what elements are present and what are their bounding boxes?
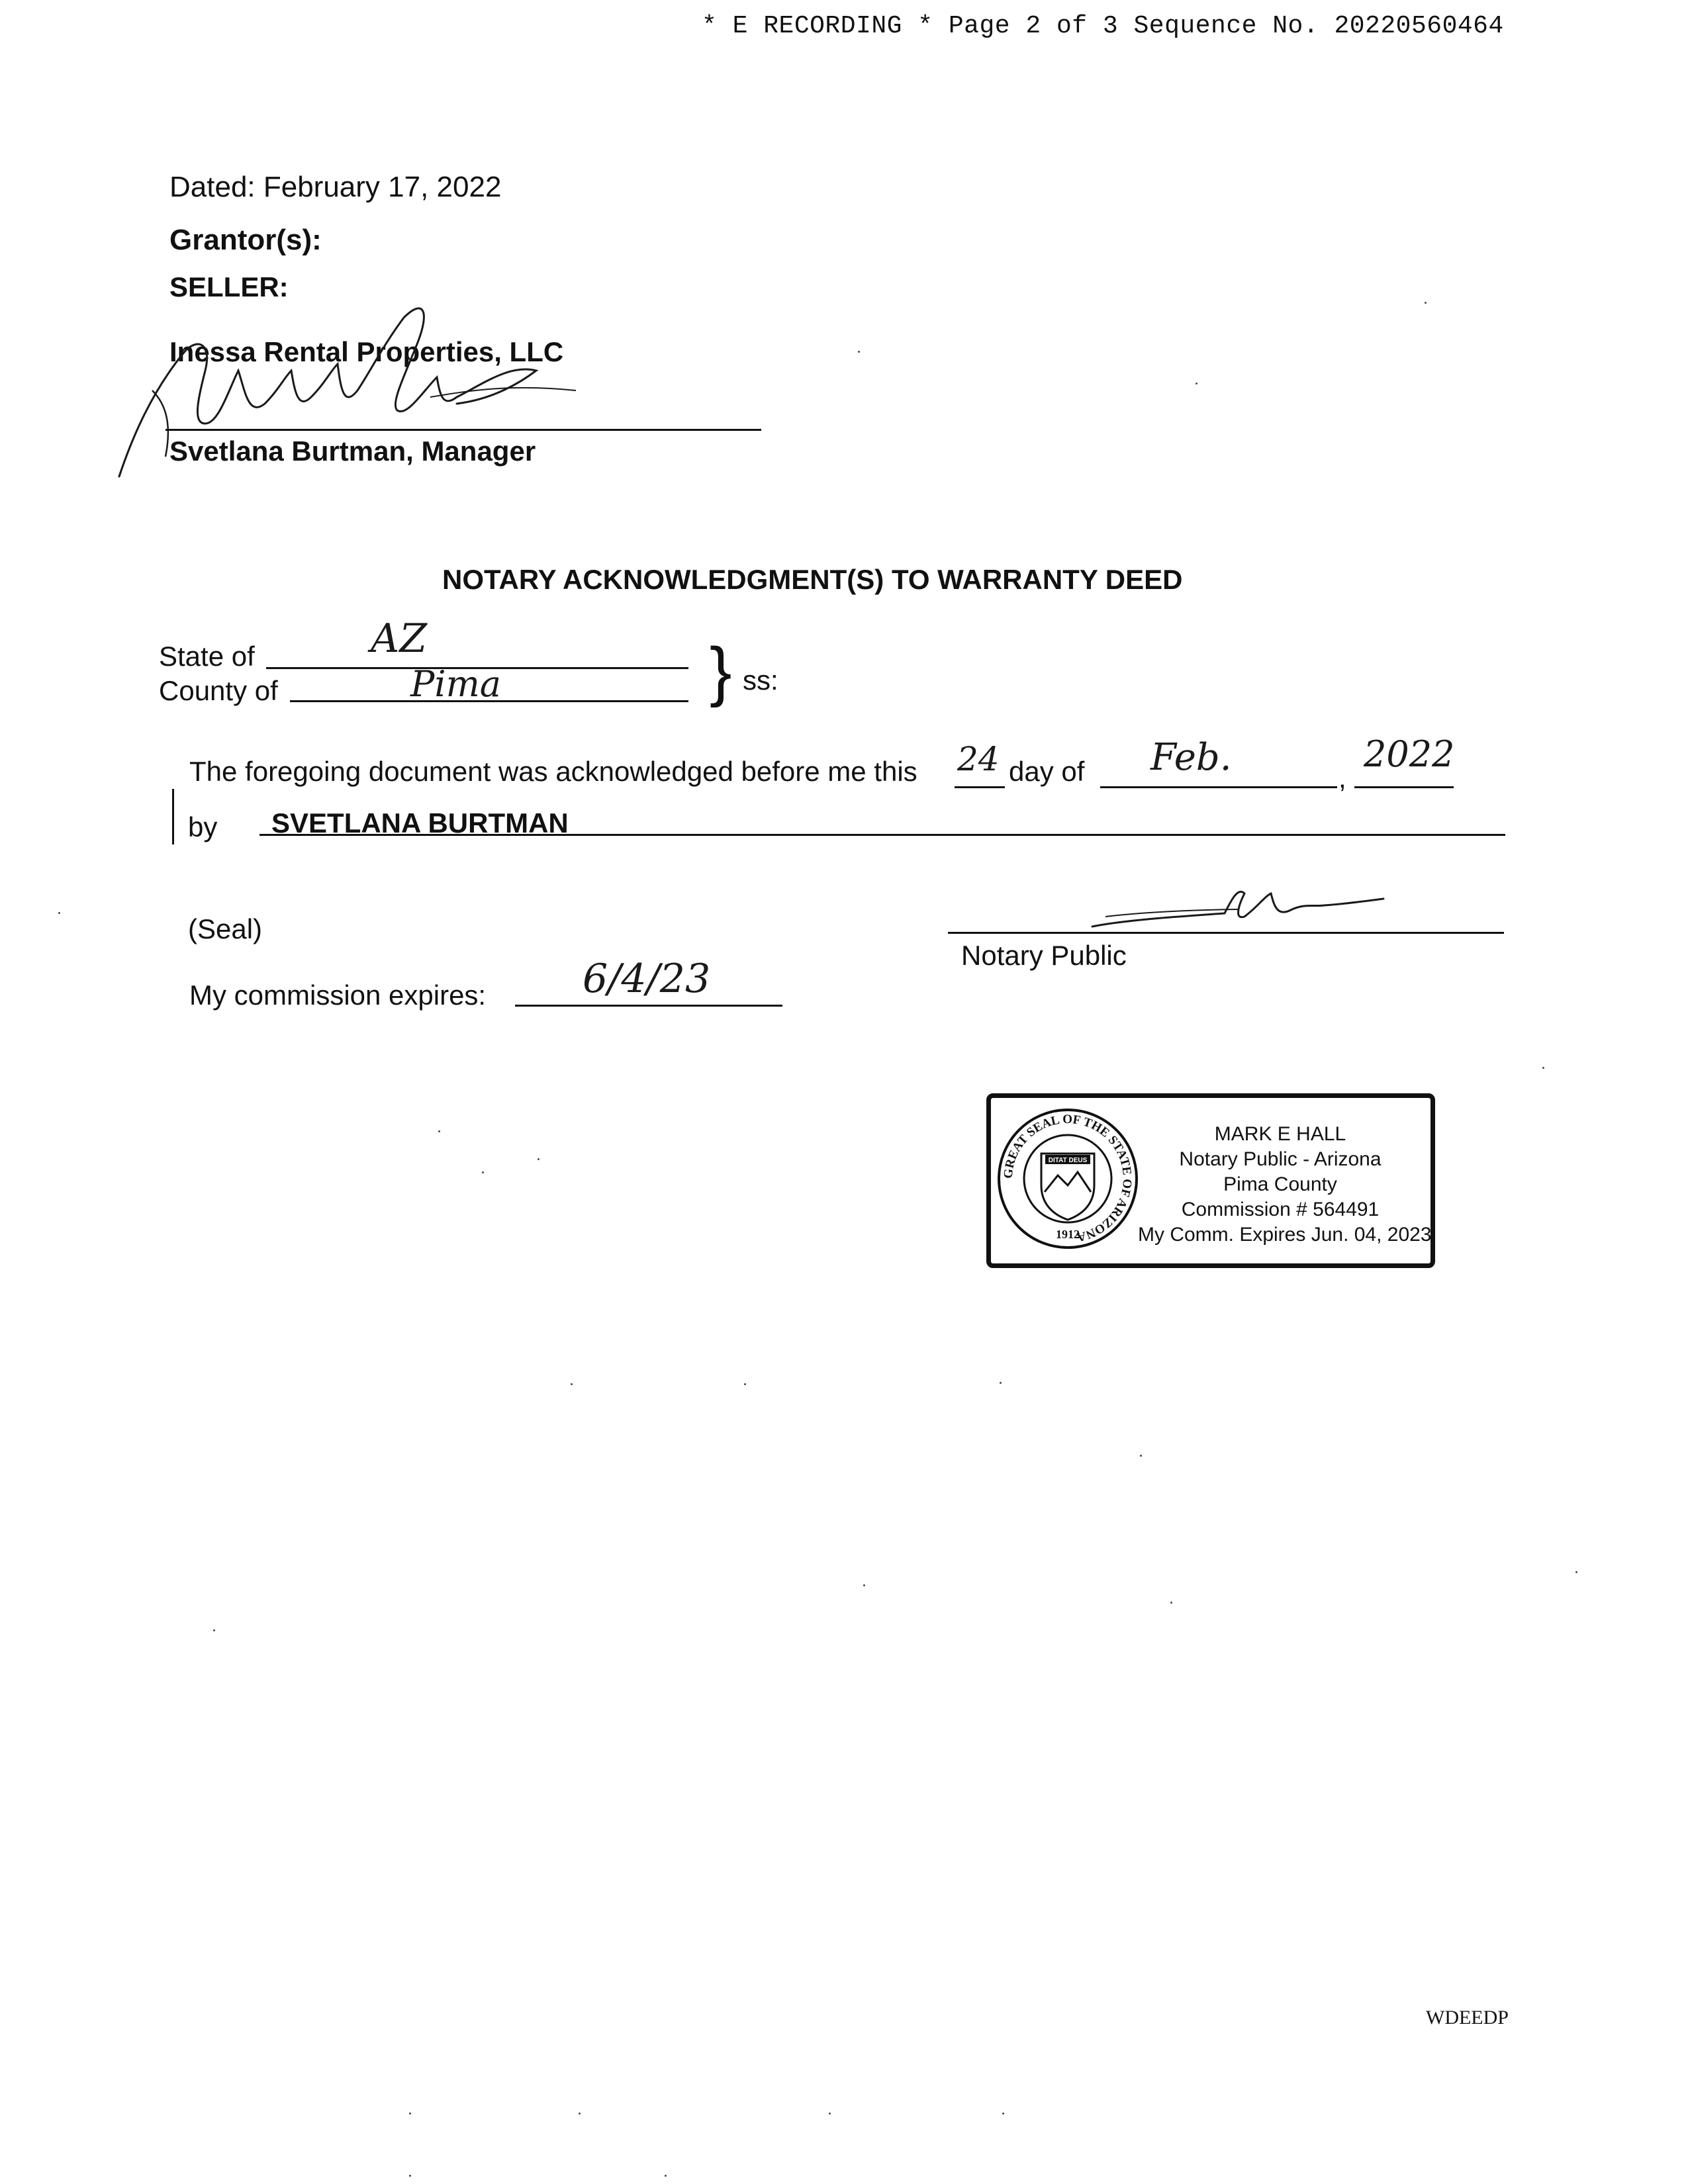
scan-speck xyxy=(1000,1382,1002,1384)
scan-speck xyxy=(858,351,860,353)
signer-name: Svetlana Burtman, Manager xyxy=(169,435,536,467)
commission-label: My commission expires: xyxy=(189,979,487,1011)
scan-speck xyxy=(1002,2113,1004,2115)
year-value: 2022 xyxy=(1364,733,1455,775)
year-line xyxy=(1354,786,1454,788)
recording-header: * E RECORDING * Page 2 of 3 Sequence No. 20220560464 xyxy=(702,12,1504,40)
month-value: Feb. xyxy=(1150,736,1232,779)
seller-signature-line xyxy=(165,429,761,431)
margin-bar xyxy=(172,789,174,844)
scan-speck xyxy=(1575,1571,1577,1573)
seller-label: SELLER: xyxy=(169,271,289,302)
state-label: State of xyxy=(159,641,255,672)
scan-speck xyxy=(863,1584,865,1586)
state-value: AZ xyxy=(371,615,428,662)
scan-speck xyxy=(665,2175,667,2177)
bracket-brace: } xyxy=(710,634,732,708)
scan-speck xyxy=(1542,1067,1544,1069)
notary-signature xyxy=(1086,880,1390,940)
seal-year: 1912 xyxy=(1056,1228,1080,1241)
notary-title: NOTARY ACKNOWLEDGMENT(S) TO WARRANTY DEED xyxy=(442,564,1183,595)
by-name: SVETLANA BURTMAN xyxy=(271,807,569,839)
scan-speck xyxy=(744,1383,746,1385)
scan-speck xyxy=(438,1130,440,1132)
scan-speck xyxy=(538,1158,539,1160)
month-line xyxy=(1100,786,1337,788)
notary-public-label: Notary Public xyxy=(961,940,1127,971)
by-label: by xyxy=(188,811,218,842)
scan-speck xyxy=(829,2113,831,2115)
scan-speck xyxy=(571,1383,573,1385)
scan-speck xyxy=(409,2175,411,2177)
commission-value: 6/4/23 xyxy=(583,956,711,1002)
acknowledged-text: The foregoing document was acknowledged before me this xyxy=(189,756,917,787)
ss-label: ss: xyxy=(743,664,778,696)
day-of-label: day of xyxy=(1009,756,1085,787)
seal-label: (Seal) xyxy=(188,913,263,944)
svg-text:GREAT SEAL OF THE STATE OF ARI xyxy=(1002,1113,1135,1244)
scan-speck xyxy=(1425,302,1427,304)
day-value: 24 xyxy=(957,740,1000,778)
grantors-label: Grantor(s): xyxy=(169,224,322,256)
seal-ring-text: GREAT SEAL OF THE STATE OF ARIZONA xyxy=(1001,1112,1135,1244)
day-line xyxy=(955,786,1005,788)
seal-motto: DITAT DEUS xyxy=(1048,1157,1088,1164)
scan-speck xyxy=(482,1171,484,1173)
scan-speck xyxy=(213,1629,215,1631)
arizona-seal-icon xyxy=(995,1106,1141,1251)
scan-speck xyxy=(1140,1455,1142,1457)
form-code: WDEEDP xyxy=(1426,2007,1509,2028)
county-label: County of xyxy=(159,675,278,706)
scan-speck xyxy=(1196,383,1197,385)
by-line xyxy=(259,834,1505,836)
stamp-commission: Commission # 564491 xyxy=(1181,1199,1380,1220)
scan-speck xyxy=(58,912,60,914)
company-name: Inessa Rental Properties, LLC xyxy=(169,336,564,367)
scan-speck xyxy=(409,2113,411,2115)
dated-line: Dated: February 17, 2022 xyxy=(169,171,502,203)
scan-speck xyxy=(1170,1602,1172,1604)
date-comma: , xyxy=(1338,762,1346,794)
notary-signature-line xyxy=(948,932,1504,934)
commission-line xyxy=(515,1005,782,1007)
stamp-title: Notary Public - Arizona xyxy=(1179,1148,1382,1170)
stamp-county: Pima County xyxy=(1223,1173,1337,1195)
scan-speck xyxy=(579,2113,581,2115)
county-value: Pima xyxy=(410,663,502,705)
stamp-text-block xyxy=(1138,1122,1432,1248)
notary-stamp xyxy=(986,1093,1435,1268)
stamp-expires: My Comm. Expires Jun. 04, 2023 xyxy=(1138,1224,1432,1246)
stamp-name: MARK E HALL xyxy=(1214,1123,1346,1145)
